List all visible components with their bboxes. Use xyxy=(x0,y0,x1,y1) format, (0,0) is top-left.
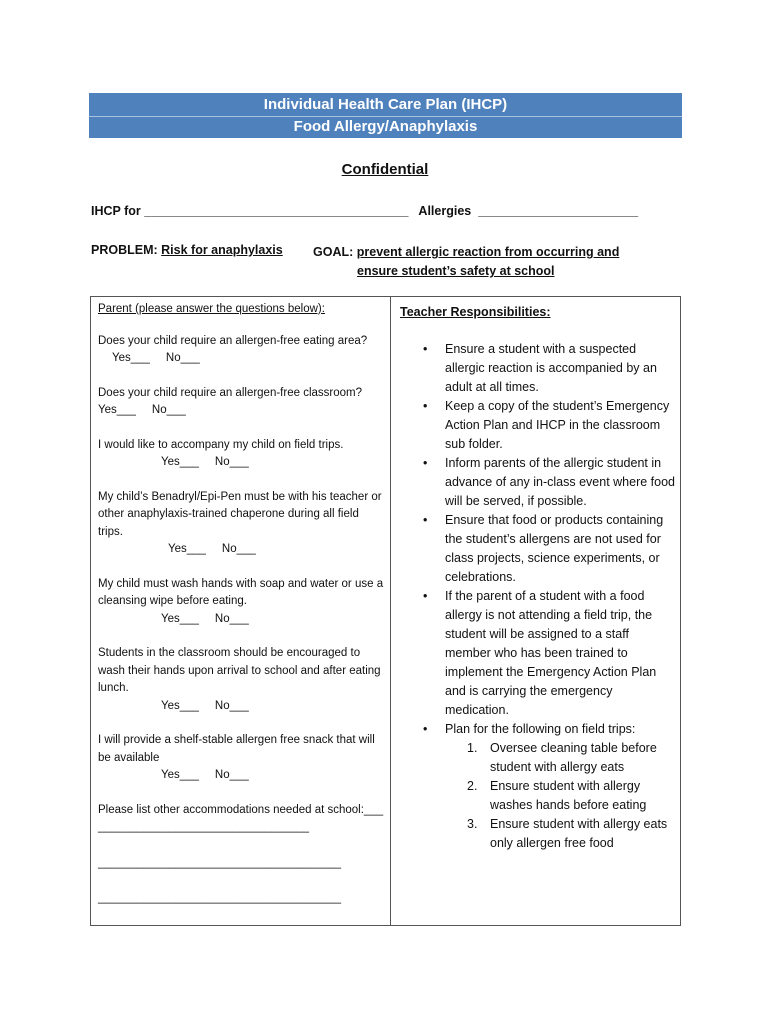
sub-item xyxy=(445,739,675,777)
parent-question-7 xyxy=(98,732,386,785)
title-line-2: Food Allergy/Anaphylaxis xyxy=(293,117,478,135)
teacher-heading: Teacher Responsibilities: xyxy=(400,305,551,319)
sub-item xyxy=(445,815,675,853)
problem-value: Risk for anaphylaxis xyxy=(161,243,283,257)
question-text[interactable]: Please list other accommodations needed at school:____________________________________ xyxy=(98,803,384,833)
blank-line-2[interactable]: ______________________________________ xyxy=(98,892,342,904)
list-item-field-trips xyxy=(400,720,675,853)
goal-label: GOAL: xyxy=(313,245,354,259)
question-text: Does your child require an allergen-free eating area? xyxy=(98,334,368,347)
question-text: Students in the classroom should be encouraged to wash their hands upon arrival to school and after eating lunch. xyxy=(98,647,381,694)
sub-item xyxy=(445,777,675,815)
allergies-label: Allergies xyxy=(418,204,472,218)
allergies-field[interactable]: _______________________ xyxy=(478,204,639,218)
confidential-heading: Confidential xyxy=(341,161,429,178)
question-text: I would like to accompany my child on field trips. xyxy=(98,438,344,451)
list-item: • Keep a copy of the student’s Emergency Action Plan and IHCP in the classroom sub folder. xyxy=(400,397,675,454)
teacher-column xyxy=(400,303,675,853)
yes-no-answer[interactable]: Yes___ No___ xyxy=(161,612,249,625)
teacher-responsibility-list xyxy=(400,340,675,853)
parent-question-3 xyxy=(98,437,386,472)
blank-line-1[interactable]: ______________________________________ xyxy=(98,856,342,869)
parent-question-5 xyxy=(98,576,386,629)
yes-no-answer[interactable]: Yes___ No___ xyxy=(168,543,256,555)
parent-question-2 xyxy=(98,385,386,420)
parent-question-6 xyxy=(98,645,386,715)
goal-line-1: prevent allergic reaction from occurring and xyxy=(356,245,620,259)
sub-item-number: 2. xyxy=(467,779,478,793)
responsibilities-table xyxy=(90,296,681,926)
parent-question-4 xyxy=(98,489,386,559)
sub-item-number: 1. xyxy=(467,741,478,755)
list-item: • Inform parents of the allergic student in advance of any in-class event where food will be served, if possible. xyxy=(400,454,675,511)
yes-no-answer[interactable]: Yes___ No___ xyxy=(98,404,186,416)
goal-block xyxy=(313,243,653,281)
parent-question-1 xyxy=(98,333,386,368)
ihcp-for-label: IHCP for xyxy=(91,204,141,218)
parent-heading: Parent (please answer the questions below): xyxy=(98,303,325,315)
column-divider xyxy=(390,297,391,925)
question-text: Does your child require an allergen-free classroom? xyxy=(98,386,362,399)
yes-no-answer[interactable]: Yes___ No___ xyxy=(161,456,249,468)
yes-no-answer[interactable]: Yes___ No___ xyxy=(161,769,249,781)
yes-no-answer[interactable]: Yes___ No___ xyxy=(112,352,200,364)
question-text: I will provide a shelf-stable allergen free snack that will be available xyxy=(98,734,375,764)
sub-item-text: Ensure student with allergy washes hands before eating xyxy=(490,779,647,812)
problem-row xyxy=(91,243,283,257)
sub-item-number: 3. xyxy=(467,817,478,831)
list-item: • Ensure that food or products containing the student’s allergens are not used for class projects, science experiments, or celebrations. xyxy=(400,511,675,587)
sub-item-text: Ensure student with allergy eats only allergen free food xyxy=(490,817,668,850)
parent-question-8 xyxy=(98,802,386,837)
list-item-text: Plan for the following on field trips: xyxy=(445,722,636,736)
title-line-1: Individual Health Care Plan (IHCP) xyxy=(89,95,682,117)
question-text: My child’s Benadryl/Epi-Pen must be with his teacher or other anaphylaxis-trained chaperone during all field trips. xyxy=(98,490,382,538)
sub-item-text: Oversee cleaning table before student with allergy eats xyxy=(490,741,657,774)
goal-line-2: ensure student’s safety at school xyxy=(357,264,555,278)
field-trip-sublist xyxy=(445,739,675,853)
ihcp-allergies-row xyxy=(91,204,638,218)
title-banner xyxy=(89,93,682,138)
list-item: • If the parent of a student with a food allergy is not attending a field trip, the student will be assigned to a staff member who has been trained to implement the Emergency Action Plan and is carrying the emergency medication. xyxy=(400,587,675,720)
yes-no-answer[interactable]: Yes___ No___ xyxy=(161,699,249,712)
problem-label: PROBLEM: xyxy=(91,243,158,257)
parent-column xyxy=(98,301,386,908)
question-text: My child must wash hands with soap and water or use a cleansing wipe before eating. xyxy=(98,577,384,607)
list-item: • Ensure a student with a suspected allergic reaction is accompanied by an adult at all times. xyxy=(400,340,675,397)
ihcp-for-field[interactable]: ______________________________________ xyxy=(144,204,409,218)
